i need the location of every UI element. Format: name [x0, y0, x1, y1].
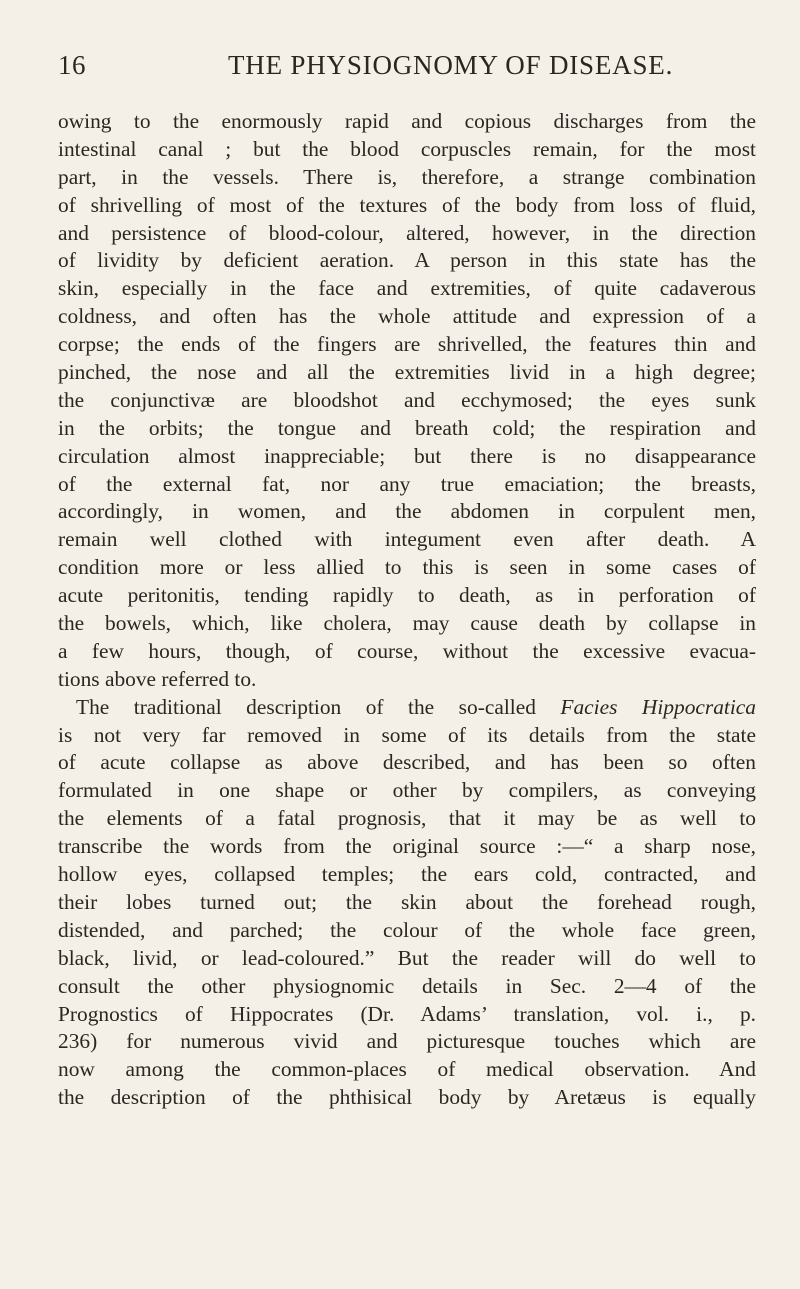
text-line: owing to the enormously rapid and copious discharges from the [58, 109, 756, 133]
text-line: accordingly, in women, and the abdomen in corpulent men, [58, 499, 756, 524]
text-line: circulation almost inappreciable; but there is no disappearance [58, 443, 756, 468]
text-line: corpse; the ends of the fingers are shrivelled, the features thin and [58, 332, 756, 357]
text-line: consult the other physiognomic details in Sec. 2—4 of the [58, 973, 756, 998]
running-head: THE PHYSIOGNOMY OF DISEASE. [228, 50, 674, 80]
page-header [58, 50, 738, 90]
text-line: acute peritonitis, tending rapidly to death, as in perforation of [58, 583, 756, 608]
text-line: of lividity by deficient aeration. A person in this state has the [58, 248, 756, 273]
text-line: formulated in one shape or other by compilers, as conveying [58, 778, 756, 803]
italic-term: Facies Hippocratica [560, 694, 756, 719]
text-line: the bowels, which, like cholera, may cause death by collapse in [58, 611, 756, 636]
text-line: a few hours, though, of course, without the excessive evacua- [58, 638, 756, 663]
text-line: transcribe the words from the original source :—“ a sharp nose, [58, 834, 756, 859]
text-line: condition more or less allied to this is seen in some cases of [58, 555, 756, 580]
text-line: black, livid, or lead-coloured.” But the reader will do well to [58, 945, 756, 970]
page-number: 16 [58, 50, 86, 80]
text-line: skin, especially in the face and extremities, of quite cadaverous [58, 276, 756, 301]
text-line: and persistence of blood-colour, altered, however, in the direction [58, 220, 756, 245]
text-line: remain well clothed with integument even after death. A [58, 527, 756, 552]
text-line: their lobes turned out; the skin about the forehead rough, [58, 889, 756, 914]
text-line: intestinal canal ; but the blood corpuscles remain, for the most [58, 136, 756, 161]
text-line: the description of the phthisical body by Aretæus is equally [58, 1085, 756, 1110]
text-line: distended, and parched; the colour of the whole face green, [58, 917, 756, 942]
text-line: the conjunctivæ are bloodshot and ecchymosed; the eyes sunk [58, 387, 756, 412]
body-text [58, 108, 756, 1112]
text-line: 236) for numerous vivid and picturesque touches which are [58, 1029, 756, 1054]
text-line: hollow eyes, collapsed temples; the ears cold, contracted, and [58, 862, 756, 887]
text-line: of shrivelling of most of the textures of the body from loss of fluid, [58, 192, 756, 217]
text-line: pinched, the nose and all the extremities livid in a high degree; [58, 360, 756, 385]
text-span: The traditional description of the so-called [76, 694, 561, 719]
text-line: the elements of a fatal prognosis, that it may be as well to [58, 806, 756, 831]
text-line: Prognostics of Hippocrates (Dr. Adams’ translation, vol. i., p. [58, 1001, 756, 1026]
text-line: in the orbits; the tongue and breath cold; the respiration and [58, 415, 756, 440]
text-line: tions above referred to. [58, 666, 257, 691]
text-line: of acute collapse as above described, and has been so often [58, 750, 756, 775]
text-line: now among the common-places of medical observation. And [58, 1057, 756, 1082]
text-line: of the external fat, nor any true emaciation; the breasts, [58, 471, 756, 496]
paragraph-opening-line [58, 694, 756, 722]
text-line: coldness, and often has the whole attitude and expression of a [58, 304, 756, 329]
text-line: is not very far removed in some of its details from the state [58, 722, 756, 747]
text-line: part, in the vessels. There is, therefore, a strange combination [58, 164, 756, 189]
